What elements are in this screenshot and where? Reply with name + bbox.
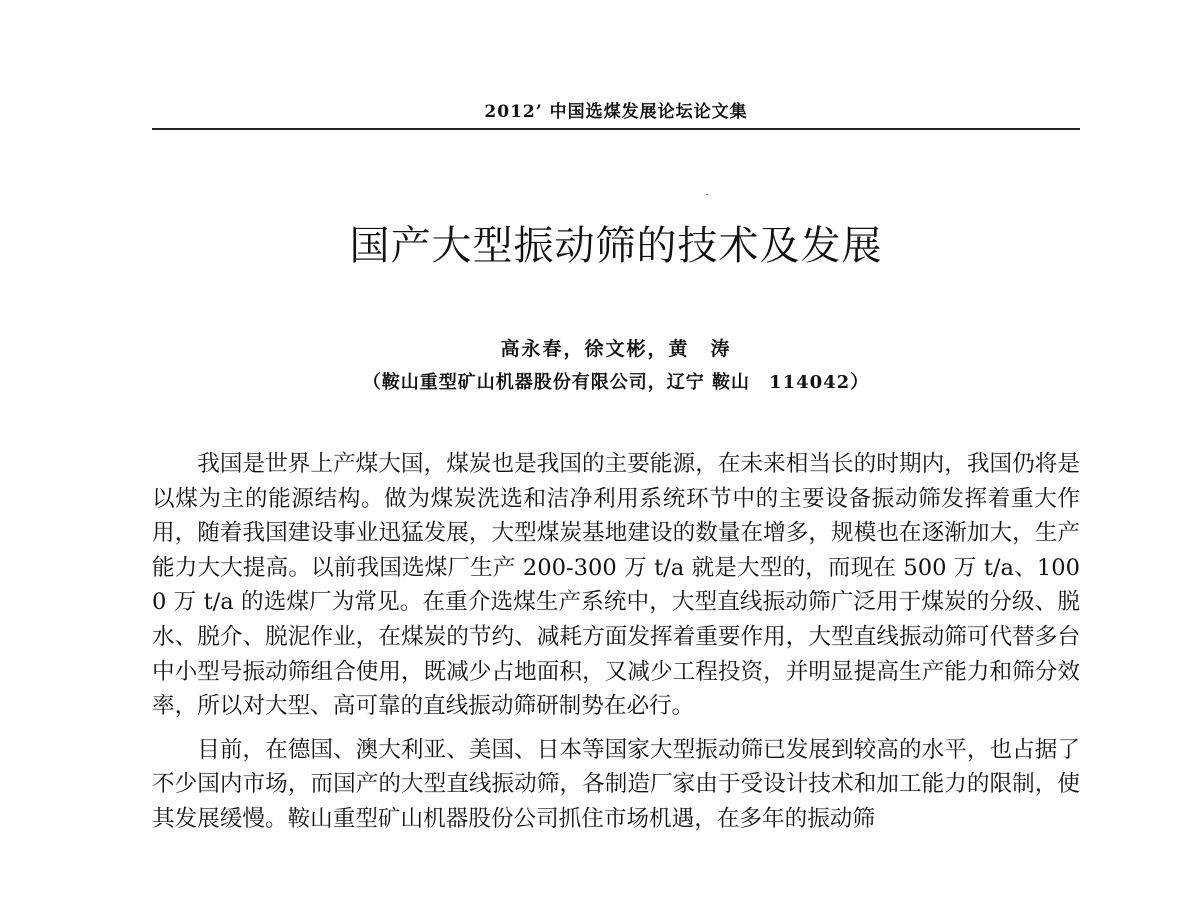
authors: 高永春，徐文彬，黄 涛 (500, 338, 732, 360)
body-text (152, 447, 1080, 846)
header-rule (152, 128, 1080, 130)
paragraph-2: 目前，在德国、澳大利亚、美国、日本等国家大型振动筛已发展到较高的水平，也占据了不少国内市场，而国产的大型直线振动筛，各制造厂家由于受设计技术和加工能力的限制，使其发展缓慢。鞍山重型矿山机器股份公司抓住市场机遇，在多年的振动筛 (152, 736, 1080, 832)
paragraph-1: 我国是世界上产煤大国，煤炭也是我国的主要能源，在未来相当长的时期内，我国仍将是以煤为主的能源结构。做为煤炭洗选和洁净利用系统环节中的主要设备振动筛发挥着重大作用，随着我国建设事业迅猛发展，大型煤炭基地建设的数量在增多，规模也在逐渐加大，生产能力大大提高。以前我国选煤厂生产 200-300 万 t/a 就是大型的，而现在 500 万 t/a、1000 万 t/a 的选煤厂为常见。在重介选煤生产系统中，大型直线振动筛广泛用于煤炭的分级、脱水、脱介、脱泥作业，在煤炭的节约、减耗方面发挥着重要作用，大型直线振动筛可代替多台中小型号振动筛组合使用，既减少占地面积，又减少工程投资，并明显提高生产能力和筛分效率，所以对大型、高可靠的直线振动筛研制势在必行。 (152, 451, 1080, 720)
scan-speck (706, 194, 708, 195)
paper-title: 国产大型振动筛的技术及发展 (349, 223, 883, 269)
affiliation: （鞍山重型矿山机器股份有限公司，辽宁 鞍山 114042） (362, 372, 870, 393)
running-header: 2012’ 中国选煤发展论坛论文集 (484, 102, 748, 122)
